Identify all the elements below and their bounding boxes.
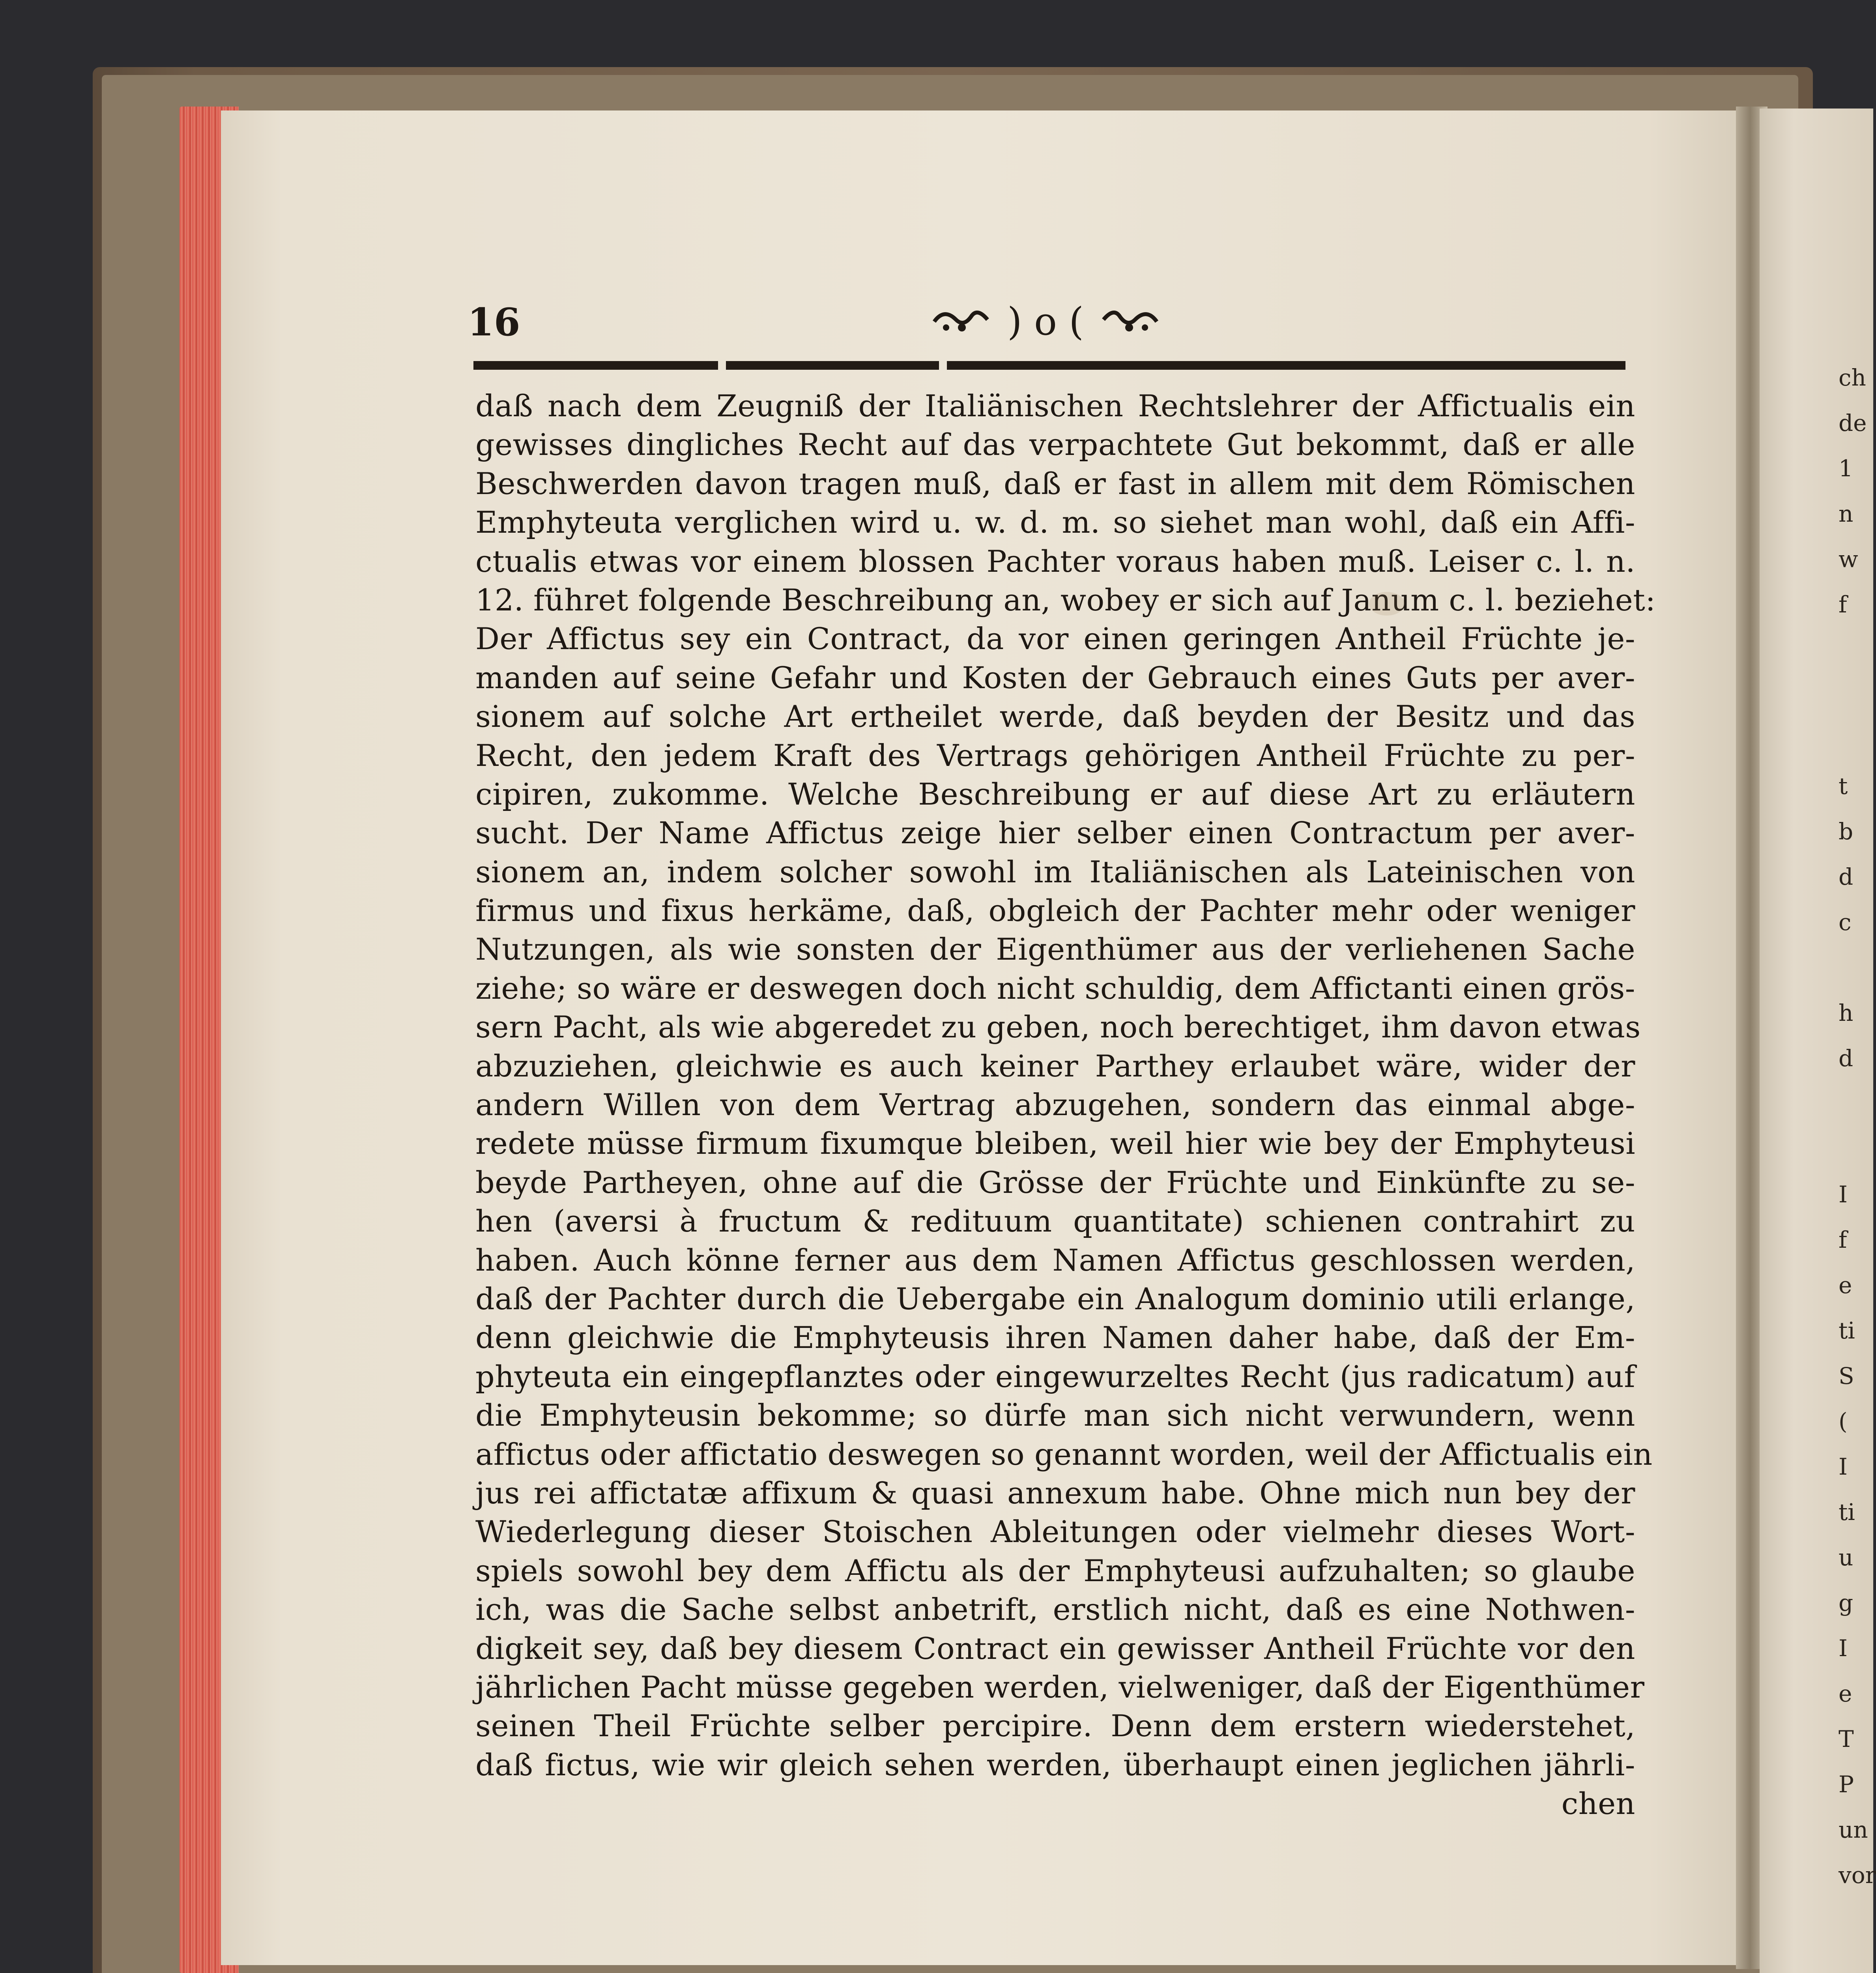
facing-page-fragment — [1839, 945, 1870, 990]
facing-page-fragment: I — [1839, 1181, 1848, 1208]
text-line: Nutzungen, als wie sonsten der Eigenthümer aus der verliehenen Sache — [475, 932, 1635, 967]
left-flourish-icon — [932, 304, 991, 339]
facing-page-fragment: b — [1839, 818, 1854, 845]
facing-page-fragment: I — [1839, 1635, 1848, 1662]
facing-page-fragment: d — [1839, 863, 1854, 890]
body-text — [475, 387, 1656, 1823]
facing-page-fragment: f — [1839, 591, 1847, 618]
header-ornament-text: ) o ( — [1007, 300, 1084, 344]
text-line: haben. Auch könne ferner aus dem Namen Affictus geschlossen werden, — [475, 1242, 1635, 1278]
facing-page-fragment: e — [1839, 1272, 1852, 1299]
text-line: jus rei affictatæ affixum & quasi annexum habe. Ohne mich nun bey der — [475, 1475, 1635, 1511]
text-line: manden auf seine Gefahr und Kosten der Gebrauch eines Guts per aver- — [475, 660, 1635, 695]
text-line: beyde Partheyen, ohne auf die Grösse der Früchte und Einkünfte zu se- — [475, 1164, 1635, 1200]
facing-page-fragment: de — [1839, 410, 1867, 436]
facing-page-fragment: ( — [1839, 1408, 1848, 1435]
facing-page-fragment: f — [1839, 1226, 1847, 1253]
facing-page-fragment: 1 — [1839, 455, 1853, 482]
header-rule — [473, 361, 1625, 370]
text-line: Der Affictus sey ein Contract, da vor einen geringen Antheil Früchte je- — [475, 621, 1635, 657]
header-ornament — [896, 298, 1195, 345]
text-line: sucht. Der Name Affictus zeige hier selber einen Contractum per aver- — [475, 815, 1635, 851]
text-line: gewisses dingliches Recht auf das verpachtete Gut bekommt, daß er alle — [475, 427, 1635, 462]
facing-page-fragment: S — [1839, 1363, 1854, 1389]
text-line: affictus oder affictatio deswegen so genannt worden, weil der Affictualis ein — [475, 1436, 1653, 1472]
text-line: redete müsse firmum fixumque bleiben, weil hier wie bey der Emphyteusi — [475, 1126, 1635, 1161]
text-line: die Emphyteusin bekomme; so dürfe man sich nicht verwundern, wenn — [475, 1398, 1635, 1433]
text-line: seinen Theil Früchte selber percipire. Denn dem erstern wiederstehet, — [475, 1708, 1635, 1744]
facing-page-fragment: w — [1839, 546, 1858, 573]
page-header — [468, 292, 1627, 351]
facing-page-fragment: e — [1839, 1680, 1852, 1707]
facing-page-fragment: ti — [1839, 1499, 1855, 1526]
text-line: chen — [1561, 1786, 1635, 1821]
text-line: spiels sowohl bey dem Affictu als der Emphyteusi aufzuhalten; so glaube — [475, 1553, 1635, 1588]
facing-page-fragment: P — [1839, 1771, 1854, 1798]
text-line: daß fictus, wie wir gleich sehen werden, überhaupt einen jeglichen jährli- — [475, 1747, 1635, 1782]
text-line: ich, was die Sache selbst anbetrift, erstlich nicht, daß es eine Nothwen- — [475, 1592, 1635, 1627]
facing-page-fragment: h — [1839, 1000, 1854, 1026]
facing-page-fragments — [1839, 355, 1876, 1898]
facing-page-fragment — [1839, 1081, 1870, 1127]
text-line: sionem an, indem solcher sowohl im Italiänischen als Lateinischen von — [475, 854, 1635, 889]
facing-page-fragment: T — [1839, 1726, 1854, 1752]
facing-page-fragment: vor — [1839, 1862, 1876, 1889]
facing-page-fragment: c — [1839, 909, 1852, 936]
text-line: ctualis etwas vor einem blossen Pachter voraus haben muß. Leiser c. l. n. — [475, 543, 1635, 579]
facing-page-fragment: d — [1839, 1045, 1854, 1072]
text-line: Recht, den jedem Kraft des Vertrags gehörigen Antheil Früchte zu per- — [475, 738, 1635, 773]
facing-page-fragment: t — [1839, 773, 1848, 799]
page-number: 16 — [468, 300, 520, 344]
text-line: firmus und fixus herkäme, daß, obgleich der Pachter mehr oder weniger — [475, 893, 1635, 928]
facing-page-fragment: I — [1839, 1453, 1848, 1480]
text-line: phyteuta ein eingepflanztes oder eingewurzeltes Recht (jus radicatum) auf — [475, 1359, 1635, 1394]
facing-page-fragment: n — [1839, 500, 1854, 527]
facing-page-fragment: g — [1839, 1589, 1854, 1616]
facing-page-fragment — [1839, 673, 1870, 718]
text-line: ziehe; so wäre er deswegen doch nicht schuldig, dem Affictanti einen grös- — [475, 970, 1635, 1006]
paper-stain — [1369, 592, 1405, 616]
facing-page-fragment — [1839, 1127, 1870, 1172]
text-line: abzuziehen, gleichwie es auch keiner Parthey erlaubet wäre, wider der — [475, 1048, 1635, 1084]
text-line: jährlichen Pacht müsse gegeben werden, vielweniger, daß der Eigenthümer — [475, 1669, 1645, 1705]
text-line: Emphyteuta verglichen wird u. w. d. m. so siehet man wohl, daß ein Affi- — [475, 505, 1635, 540]
text-line: daß nach dem Zeugniß der Italiänischen Rechtslehrer der Affictualis ein — [475, 388, 1635, 423]
text-line: daß der Pachter durch die Uebergabe ein Analogum dominio utili erlange, — [475, 1281, 1635, 1316]
text-line: 12. führet folgende Beschreibung an, wobey er sich auf Janum c. l. beziehet: — [475, 582, 1656, 618]
facing-page-fragment: un — [1839, 1816, 1868, 1843]
text-line: Wiederlegung dieser Stoischen Ableitungen oder vielmehr dieses Wort- — [475, 1514, 1635, 1550]
facing-page-fragment: ti — [1839, 1317, 1855, 1344]
text-line: denn gleichwie die Emphyteusis ihren Namen daher habe, daß der Em- — [475, 1320, 1635, 1355]
facing-page-fragment — [1839, 627, 1870, 673]
right-flourish-icon — [1100, 304, 1159, 339]
text-line: hen (aversi à fructum & redituum quantitate) schienen contrahirt zu — [475, 1204, 1635, 1239]
facing-page-fragment — [1839, 718, 1870, 764]
text-line: cipiren, zukomme. Welche Beschreibung er auf diese Art zu erläutern — [475, 776, 1635, 812]
text-line: sern Pacht, als wie abgeredet zu geben, noch berechtiget, ihm davon etwas — [475, 1009, 1641, 1045]
text-line: andern Willen von dem Vertrag abzugehen, sondern das einmal abge- — [475, 1087, 1635, 1123]
text-line: sionem auf solche Art ertheilet werde, daß beyden der Besitz und das — [475, 699, 1635, 734]
facing-page-fragment: u — [1839, 1544, 1854, 1571]
facing-page-fragment: ch — [1839, 364, 1866, 391]
text-line: Beschwerden davon tragen muß, daß er fast in allem mit dem Römischen — [475, 466, 1635, 501]
text-line: digkeit sey, daß bey diesem Contract ein gewisser Antheil Früchte vor den — [475, 1630, 1635, 1666]
